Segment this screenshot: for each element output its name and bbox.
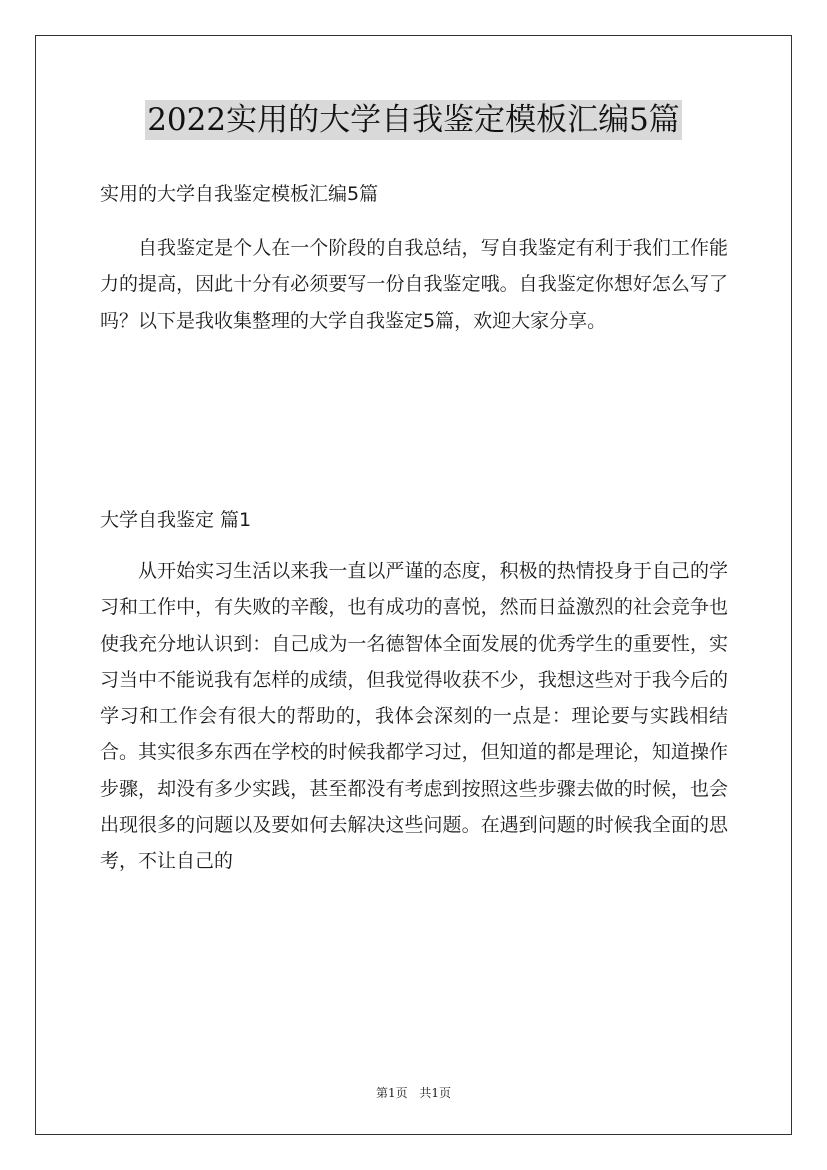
page-total: 共1页 <box>419 1086 452 1100</box>
page-footer <box>0 1084 827 1101</box>
document-title: 2022实用的大学自我鉴定模板汇编5篇 <box>147 102 680 138</box>
section-paragraph: 从开始实习生活以来我一直以严谨的态度，积极的热情投身于自己的学习和工作中，有失败的辛酸，也有成功的喜悦，然而日益激烈的社会竞争也使我充分地认识到：自己成为一名德智体全面发展的优秀学生的重要性，实习当中不能说我有怎样的成绩，但我觉得收获不少，我想这些对于我今后的学习和工作会有很大的帮助的，我体会深刻的一点是：理论要与实践相结合。其实很多东西在学校的时候我都学习过，但知道的都是理论，知道操作步骤，却没有多少实践，甚至都没有考虑到按照这些步骤去做的时候，也会出现很多的问题以及要如何去解决这些问题。在遇到问题的时候我全面的思考，不让自己的 <box>100 560 728 873</box>
document-subtitle: 实用的大学自我鉴定模板汇编5篇 <box>100 183 379 205</box>
title-container <box>0 100 827 140</box>
intro-paragraph: 自我鉴定是个人在一个阶段的自我总结，写自我鉴定有利于我们工作能力的提高，因此十分有必须要写一份自我鉴定哦。自我鉴定你想好怎么写了吗？以下是我收集整理的大学自我鉴定5篇，欢迎大家分享。 <box>100 237 728 332</box>
page-number: 第1页 <box>375 1086 408 1100</box>
section-heading: 大学自我鉴定 篇1 <box>100 509 252 531</box>
